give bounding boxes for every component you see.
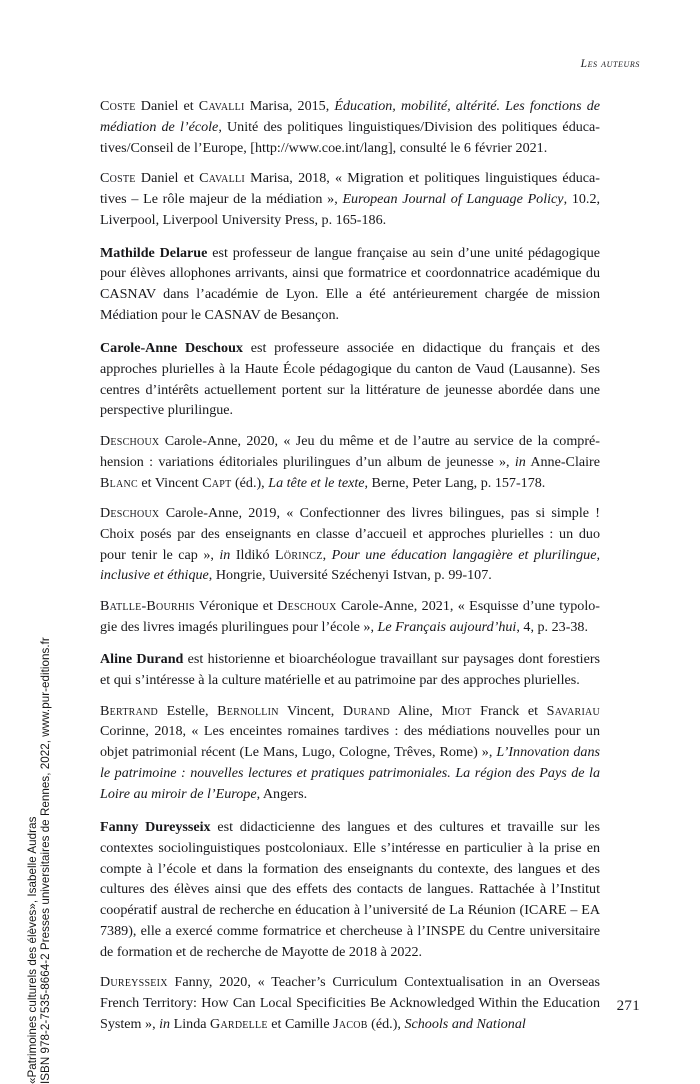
bibliography-entry: Coste Daniel et Cavalli Marisa, 2015, Éducation, mobilité, altérité. Les fonctions de médiation de l’école, Unité des politiques linguistiques/Division des politiques éducatives/Conseil de l’Europe, [http://www.coe.int/lang], consulté le 6 février 2021. <box>100 98 600 156</box>
spine-copyright-block <box>16 0 76 1084</box>
bibliography-entry: Coste Daniel et Cavalli Marisa, 2018, « Migration et politiques linguistiques éducatives – Le rôle majeur de la médiation », European Journal of Language Policy, 10.2, Liverpool, Liverpool University Press, p. 165-186. <box>100 170 601 228</box>
biography-entry: Aline Durand est historienne et bioarchéologue travaillant sur paysages dont forestiers et qui s’intéresse à la culture matérielle et au patrimoine par des approches plurielles. <box>100 651 601 689</box>
spine-title-line: «Patrimoines culturels des élèves», Isabelle Audras <box>26 816 39 1084</box>
biography-entry: Mathilde Delarue est professeur de langue française au sein d’une unité pédagogique pour élèves allophones arrivants, ainsi que formatrice et coordonnatrice académique du CASNAV dans l’académie de Lyon. Elle a été antérieurement chargée de mission Médiation pour le CASNAV de Besançon. <box>100 244 601 324</box>
page-number: 271 <box>616 998 640 1014</box>
bibliography-entry: Bertrand Estelle, Bernollin Vincent, Durand Aline, Miot Franck et Savariau Corinne, 2018, « Les enceintes romaines tardives : des médiations nouvelles pour un objet patrimonial récent (Le Mans, Lugo, Cologne, Trêves, Rome) », L’Innovation dans le patrimoine : nouvelles lectures et pratiques patrimoniales. La région des Pays de la Loire au miroir de l’Europe, Angers. <box>100 702 600 802</box>
bibliography-entry: Dureysseix Fanny, 2020, « Teacher’s Curriculum Contextualisation in an Overseas French Territory: How Can Local Specificities Be Acknowledged Within the Education System », in Linda Gardelle et Camille Jacob (éd.), Schools and National <box>100 974 600 1032</box>
bibliography-entry: Batlle-Bourhis Véronique et Deschoux Carole-Anne, 2021, « Esquisse d’une typologie des livres imagés plurilingues pour l’école », Le Français aujourd’hui, 4, p. 23-38. <box>100 597 600 635</box>
text-column <box>100 96 600 1044</box>
biography-entry: Carole-Anne Deschoux est professeure associée en didactique du français et des approches plurielles à la Haute École pédagogique du canton de Vaud (Lausanne). Ses centres d’intérêts actuellement portent sur la littérature de jeunesse abordée dans une perspective plurilingue. <box>100 339 600 419</box>
bibliography-entry: Deschoux Carole-Anne, 2019, « Confectionner des livres bilingues, pas si simple ! Choix posés par des enseignants en classe d’accueil et approches plurielles : un duo pour tenir le cap », in Ildikó Lörincz, Pour une éducation langagière et plurilingue, inclusive et éthique, Hongrie, Uuiversité Széchenyi Istvan, p. 99-107. <box>100 504 601 584</box>
bibliography-entry: Deschoux Carole-Anne, 2020, « Jeu du même et de l’autre au service de la compréhension : variations éditoriales plurilingues d’un album de jeunesse », in Anne-Claire Blanc et Vincent Capt (éd.), La tête et le texte, Berne, Peter Lang, p. 157-178. <box>100 432 600 491</box>
spine-isbn-line: ISBN 978-2-7535-8664-2 Presses universitaires de Rennes, 2022, www.pur-editions.fr <box>39 637 52 1084</box>
running-head <box>240 58 640 70</box>
biography-entry: Fanny Dureysseix est didacticienne des langues et des cultures et travaille sur les contextes sociolinguistiques postcoloniaux. Elle s’intéresse en particulier à la prise en compte à l’école et dans la formation des enseignants du contexte, des langues et des cultures des élèves ainsi que des effets des contacts de langues. Rattachée à l’Institut coopératif austral de recherche en éducation à l’université de La Réunion (ICARE – EA 7389), elle a exercé comme formatrice et chercheuse à l’INSPE du Centre universitaire de formation et de recherche de Mayotte de 2018 à 2022. <box>100 818 600 960</box>
running-head-text: Les auteurs <box>580 58 640 70</box>
